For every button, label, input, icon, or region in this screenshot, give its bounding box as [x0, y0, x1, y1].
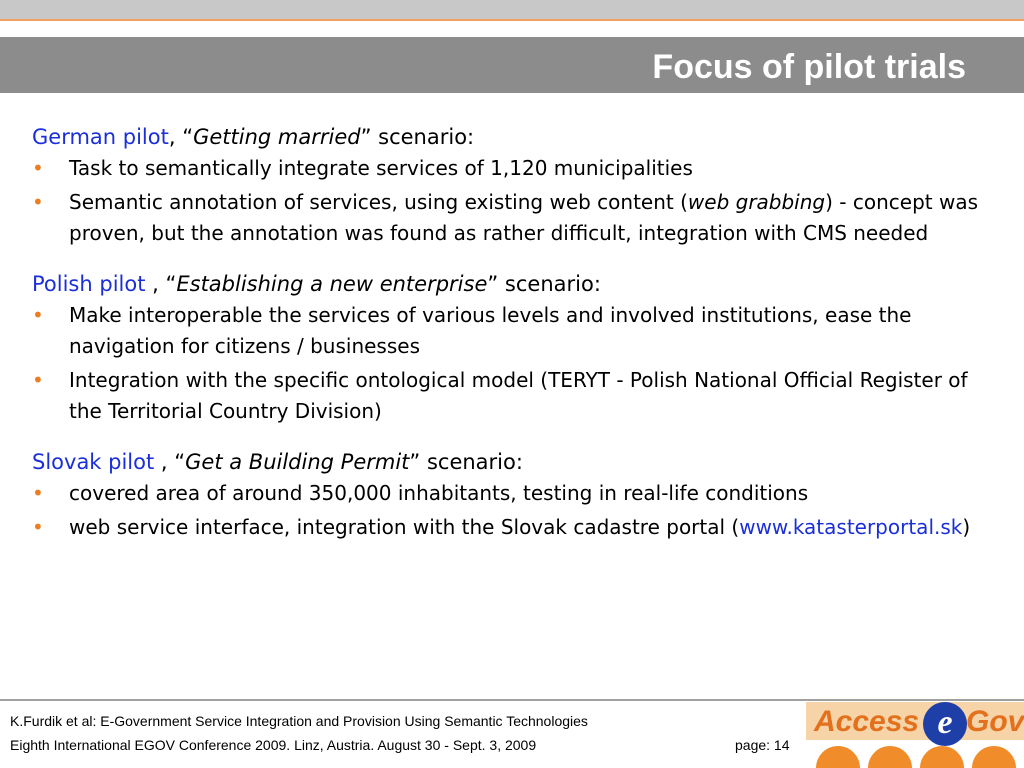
top-bar: [0, 0, 1024, 19]
section-heading: [32, 122, 1002, 153]
bullet-text: Integration with the specific ontological model (TERYT - Polish National Official Register of the Territorial Country Division): [69, 368, 968, 423]
access-egov-logo: [806, 702, 1024, 768]
pilot-name: German pilot: [32, 125, 169, 149]
scenario-name: Getting married: [193, 125, 361, 149]
logo-access-text: Access: [814, 705, 920, 738]
bullet-item: [32, 300, 1002, 362]
logo-e-icon: e: [923, 702, 967, 746]
section-polish: [32, 269, 1002, 427]
bullet-text-post: ): [962, 515, 971, 539]
bullet-icon: •: [32, 368, 44, 392]
scenario-name: Get a Building Permit: [185, 450, 410, 474]
bullet-text: Make interoperable the services of various levels and involved institutions, ease the navigation for citizens / businesses: [69, 303, 912, 358]
bullet-item: [32, 478, 1002, 509]
slide-title: Focus of pilot trials: [652, 48, 966, 86]
section-heading: [32, 269, 1002, 300]
heading-separator: , “: [154, 450, 186, 474]
logo-gov-text: Gov: [966, 705, 1024, 738]
pilot-name: Slovak pilot: [32, 450, 155, 474]
pilot-name: Polish pilot: [32, 272, 146, 296]
bullet-list: [32, 478, 1002, 543]
top-accent-line: [0, 19, 1024, 21]
bullet-list: [32, 153, 1002, 249]
heading-suffix: ” scenario:: [360, 125, 475, 149]
logo-dot-decoration: [816, 746, 860, 768]
footer-citation: [10, 709, 588, 757]
footer-divider: [0, 699, 1024, 701]
section-slovak: [32, 447, 1002, 543]
bullet-text-emphasis: web grabbing: [687, 190, 826, 214]
bullet-text: covered area of around 350,000 inhabitants, testing in real-life conditions: [69, 481, 809, 505]
page-number: page: 14: [735, 737, 790, 753]
heading-suffix: ” scenario:: [487, 272, 601, 296]
footer-line-2: Eighth International EGOV Conference 2009. Linz, Austria. August 30 - Sept. 3, 2009: [10, 737, 537, 753]
bullet-text-pre: web service interface, integration with the Slovak cadastre portal (: [69, 515, 740, 539]
bullet-icon: •: [32, 303, 44, 327]
bullet-text-post: ) - concept was proven, but the annotation was found as rather difficult, integration with CMS needed: [69, 190, 978, 245]
bullet-text-pre: Semantic annotation of services, using existing web content (: [69, 190, 688, 214]
bullet-list: [32, 300, 1002, 427]
logo-dot-decoration: [972, 746, 1016, 768]
scenario-name: Establishing a new enterprise: [176, 272, 488, 296]
logo-dot-decoration: [920, 746, 964, 768]
footer-line-1: K.Furdik et al: E-Government Service Integration and Provision Using Semantic Technologies: [10, 713, 588, 729]
bullet-icon: •: [32, 481, 44, 505]
bullet-icon: •: [32, 156, 44, 180]
bullet-item: [32, 365, 1002, 427]
bullet-icon: •: [32, 515, 44, 539]
bullet-icon: •: [32, 190, 44, 214]
heading-separator: , “: [145, 272, 177, 296]
heading-separator: , “: [168, 125, 194, 149]
logo-dot-decoration: [868, 746, 912, 768]
bullet-text: Task to semantically integrate services of 1,120 municipalities: [69, 156, 693, 180]
bullet-item: [32, 187, 1002, 249]
section-heading: [32, 447, 1002, 478]
bullet-item: [32, 153, 1002, 184]
kataster-portal-link[interactable]: www.katasterportal.sk: [739, 515, 963, 539]
bullet-item: [32, 512, 1002, 543]
heading-suffix: ” scenario:: [409, 450, 523, 474]
section-german: [32, 122, 1002, 249]
slide-content: [32, 122, 1002, 563]
